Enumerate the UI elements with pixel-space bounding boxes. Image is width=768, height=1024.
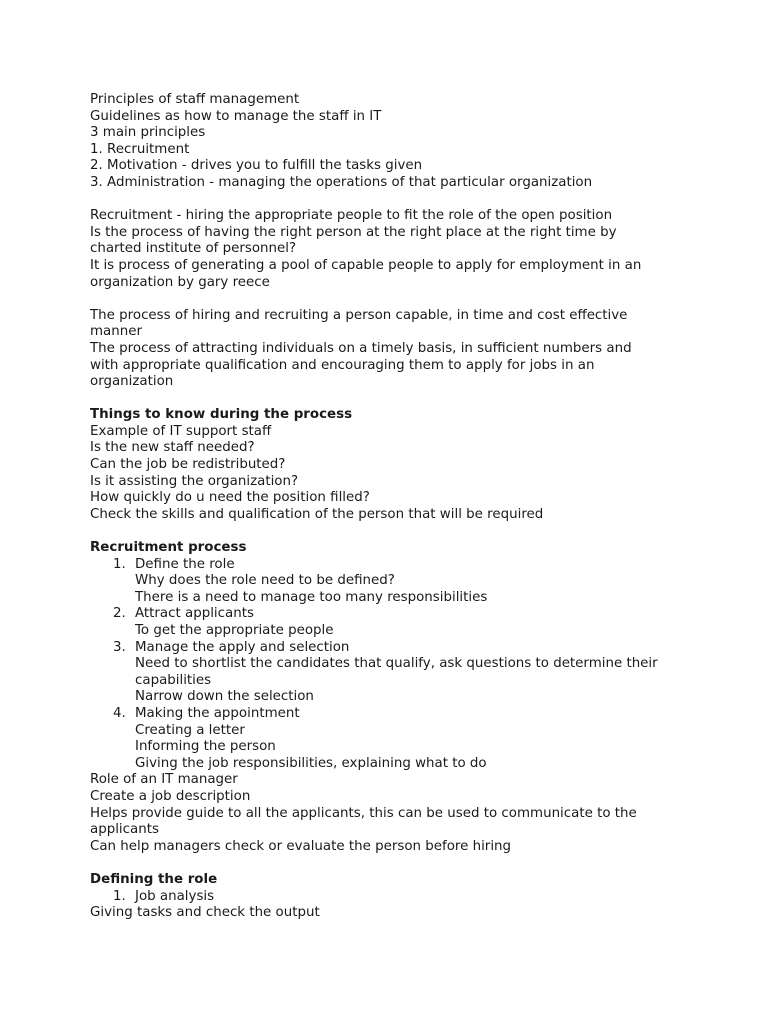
recruitment-paragraph-1: The process of hiring and recruiting a person capable, in time and cost effective manner xyxy=(90,307,628,340)
document-title: Principles of staff management xyxy=(90,92,300,107)
things-item: Check the skills and qualification of the person that will be required xyxy=(90,506,544,522)
process-note: Create a job description xyxy=(90,788,251,804)
step-detail: There is a need to manage too many responsibilities xyxy=(135,589,488,605)
recruitment-paragraph-2: The process of attracting individuals on a timely basis, in sufficient numbers and with appropriate qualification and encouraging them to apply for jobs in an organization xyxy=(90,340,632,390)
step-detail: Giving the job responsibilities, explaining what to do xyxy=(135,755,487,771)
process-note: Helps provide guide to all the applicants, this can be used to communicate to the applicants xyxy=(90,805,637,838)
step-number: 4. xyxy=(113,705,126,721)
step-number: 1. xyxy=(113,556,126,572)
step-label: Define the role xyxy=(135,556,235,572)
step-label: Manage the apply and selection xyxy=(135,639,350,655)
step-detail: To get the appropriate people xyxy=(135,623,334,638)
step-detail: Need to shortlist the candidates that qualify, ask questions to determine their capabilities xyxy=(135,656,658,688)
process-note: Can help managers check or evaluate the person before hiring xyxy=(90,838,512,854)
step-detail: Narrow down the selection xyxy=(135,689,314,705)
process-step xyxy=(90,706,730,723)
things-item: Example of IT support staff xyxy=(90,423,272,439)
step-number: 2. xyxy=(113,606,126,622)
things-item: How quickly do u need the position filled? xyxy=(90,490,370,506)
things-item: Is the new staff needed? xyxy=(90,440,255,456)
things-to-know-heading: Things to know during the process xyxy=(90,407,353,423)
step-label: Attract applicants xyxy=(135,606,254,622)
defining-role-heading: Defining the role xyxy=(90,871,218,887)
step-detail: Why does the role need to be defined? xyxy=(135,573,395,589)
process-step xyxy=(90,606,730,623)
main-principles-line: 3 main principles xyxy=(90,125,206,141)
process-note: Role of an IT manager xyxy=(90,772,238,788)
process-step xyxy=(90,640,730,657)
principle-item: 2. Motivation - drives you to fulfill the tasks given xyxy=(90,158,423,174)
defining-role-step xyxy=(90,889,730,906)
recruitment-quote-2: It is process of generating a pool of capable people to apply for employment in an organization by gary reece xyxy=(90,257,642,290)
guidelines-line: Guidelines as how to manage the staff in IT xyxy=(90,108,382,124)
process-step xyxy=(90,557,730,574)
document-page xyxy=(90,92,730,922)
things-item: Is it assisting the organization? xyxy=(90,473,299,489)
step-number: 1. xyxy=(113,888,126,904)
step-detail: Informing the person xyxy=(135,739,276,755)
recruitment-definition: Recruitment - hiring the appropriate people to fit the role of the open position xyxy=(90,208,613,224)
step-label: Job analysis xyxy=(135,888,215,904)
step-label: Making the appointment xyxy=(135,705,300,721)
step-detail: Creating a letter xyxy=(135,722,245,738)
recruitment-quote-1: Is the process of having the right person at the right place at the right time by charted institute of personnel? xyxy=(90,224,617,257)
things-item: Can the job be redistributed? xyxy=(90,457,286,473)
recruitment-process-heading: Recruitment process xyxy=(90,540,247,556)
defining-role-note: Giving tasks and check the output xyxy=(90,905,320,921)
step-number: 3. xyxy=(113,639,126,655)
principle-item: 3. Administration - managing the operations of that particular organization xyxy=(90,174,593,190)
principle-item: 1. Recruitment xyxy=(90,141,190,157)
